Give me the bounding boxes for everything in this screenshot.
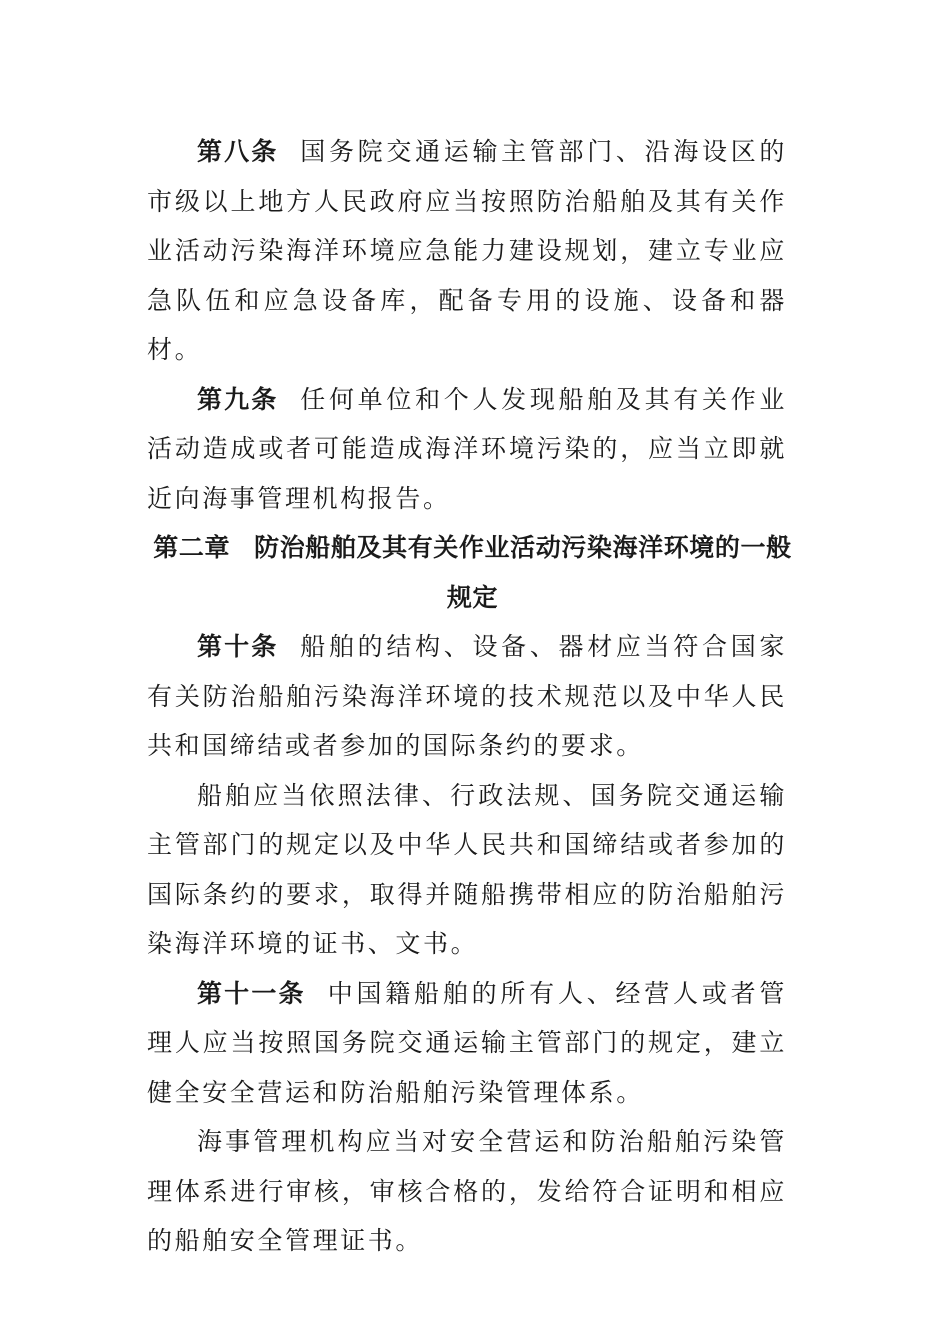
- article-9-text: 任何单位和个人发现船舶及其有关作业活动造成或者可能造成海洋环境污染的，应当立即就近向海事管理机构报告。: [147, 384, 787, 513]
- article-10-paragraph-2: 船舶应当依照法律、行政法规、国务院交通运输主管部门的规定以及中华人民共和国缔结或者参加的国际条约的要求，取得并随船携带相应的防治船舶污染海洋环境的证书、文书。: [147, 780, 787, 958]
- article-10-text: 船舶的结构、设备、器材应当符合国家有关防治船舶污染海洋环境的技术规范以及中华人民共和国缔结或者参加的国际条约的要求。: [147, 632, 787, 760]
- chapter-2-heading: [141, 523, 804, 622]
- article-10-label: 第十条: [197, 632, 279, 661]
- chapter-2-heading-line-1: [141, 523, 804, 573]
- chapter-2-title-line-2: 规定: [446, 582, 499, 612]
- article-9-paragraph: [147, 375, 787, 524]
- article-11-paragraph-2: 海事管理机构应当对安全营运和防治船舶污染管理体系进行审核，审核合格的，发给符合证明和相应的船舶安全管理证书。: [147, 1127, 787, 1255]
- article-8-label: 第八条: [197, 137, 279, 166]
- article-11-text: 中国籍船舶的所有人、经营人或者管理人应当按照国务院交通运输主管部门的规定，建立健全安全营运和防治船舶污染管理体系。: [147, 978, 787, 1107]
- chapter-2-title-line-1: 防治船舶及其有关作业活动污染海洋环境的一般: [254, 533, 792, 562]
- article-9-label: 第九条: [197, 384, 279, 414]
- article-10-paragraph: [147, 622, 787, 771]
- article-11-paragraph: [147, 969, 787, 1118]
- chapter-2-number: 第二章: [153, 533, 231, 562]
- article-8-text: 国务院交通运输主管部门、沿海设区的市级以上地方人民政府应当按照防治船舶及其有关作业活动污染海洋环境应急能力建设规划，建立专业应急队伍和应急设备库，配备专用的设施、设备和器材。: [147, 137, 787, 364]
- article-11-label: 第十一条: [197, 978, 306, 1008]
- article-8-paragraph: [147, 127, 787, 375]
- document-page: [147, 127, 792, 1266]
